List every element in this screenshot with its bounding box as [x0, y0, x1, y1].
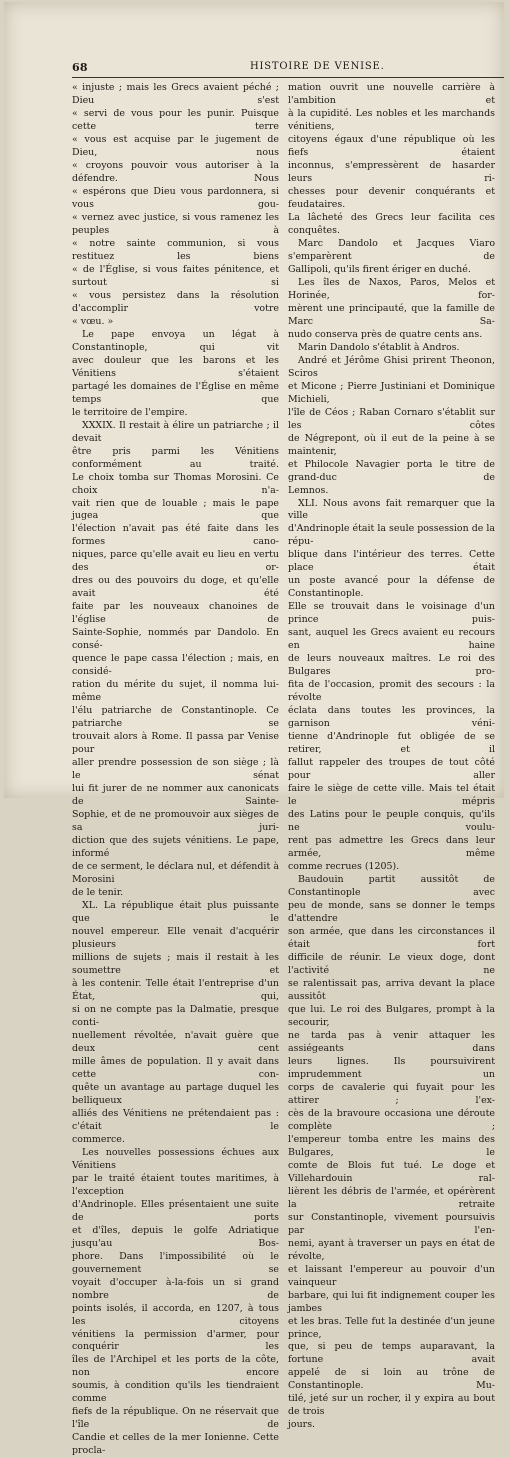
text-line: de leurs nouveaux maîtres. Le roi des Bulgares pro-: [288, 653, 495, 678]
text-line: diction que des sujets vénitiens. Le pape, informé: [72, 835, 279, 860]
text-line: et les bras. Telle fut la destinée d'un jeune prince,: [288, 1315, 495, 1340]
text-line: sant, auquel les Grecs avaient eu recours en haine: [288, 627, 495, 652]
text-line: Gallipoli, qu'ils firent ériger en duché.: [288, 263, 471, 275]
text-line: barbare, qui lui fit indignement couper les jambes: [288, 1289, 495, 1314]
text-line: tienne d'Andrinople fut obligée de se retirer, et il: [288, 731, 495, 756]
text-line: mèrent une principauté, que la famille de Marc Sa-: [288, 302, 495, 327]
text-line: et d'îles, depuis le golfe Adriatique jusqu'au Bos-: [72, 1224, 279, 1249]
text-line: Sainte-Sophie, nommés par Dandolo. En consé-: [72, 627, 279, 652]
text-line: et Micone ; Pierre Justiniani et Dominique Michieli,: [288, 380, 495, 405]
text-line: fallut rappeler des troupes de tout côté pour aller: [288, 757, 495, 782]
text-line: son armée, que dans les circonstances il était fort: [288, 925, 495, 950]
text-line: trouvait alors à Rome. Il passa par Venise pour: [72, 731, 279, 756]
text-line: XXXIX. Il restait à élire un patriarche ; il devait: [72, 419, 279, 444]
text-line: comme recrues (1205).: [288, 861, 400, 873]
text-line: fita de l'occasion, promit des secours : la révolte: [288, 679, 495, 704]
text-line: « de l'Église, si vous faites pénitence, et surtout si: [72, 263, 279, 288]
text-line: rent pas admettre les Grecs dans leur armée, même: [288, 835, 495, 860]
text-line: l'élu patriarche de Constantinople. Ce patriarche se: [72, 705, 279, 730]
text-line: que, si peu de temps auparavant, la fortune avait: [288, 1341, 495, 1366]
text-line: points isolés, il accorda, en 1207, à tous les citoyens: [72, 1302, 279, 1327]
text-line: lui fit jurer de ne nommer aux canonicats de Sainte-: [72, 783, 279, 808]
text-line: par le traité étaient toutes maritimes, à l'exception: [72, 1172, 279, 1197]
text-line: l'élection n'avait pas été faite dans les formes cano-: [72, 523, 279, 548]
text-line: soumis, à condition qu'ils les tiendraient comme: [72, 1380, 279, 1405]
text-line: Sophie, et de ne promouvoir aux sièges de sa juri-: [72, 809, 279, 834]
text-line: jours.: [288, 1419, 316, 1431]
text-line: « espérons que Dieu vous pardonnera, si vous gou-: [72, 185, 279, 210]
text-line: XLI. Nous avons fait remarquer que la ville: [288, 497, 495, 522]
text-line: Candie et celles de la mer Ionienne. Cette procla-: [72, 1432, 279, 1457]
text-line: quête un avantage au partage duquel les belliqueux: [72, 1081, 279, 1106]
text-line: citoyens égaux d'une république où les fiefs étaient: [288, 133, 495, 158]
text-line: quence le pape cassa l'élection ; mais, en considé-: [72, 653, 279, 678]
text-line: alliés des Vénitiens ne prétendaient pas : c'était le: [72, 1107, 279, 1132]
text-line: cès de la bravoure occasiona une déroute complète ;: [288, 1107, 495, 1132]
text-line: tilé, jeté sur un rocher, il y expira au bout de trois: [288, 1393, 495, 1418]
text-line: « croyons pouvoir vous autoriser à la défendre. Nous: [72, 159, 279, 184]
text-line: commerce.: [72, 1133, 125, 1145]
text-line: faite par les nouveaux chanoines de l'église de: [72, 601, 279, 626]
header-rule: [72, 77, 504, 78]
text-line: peu de monde, sans se donner le temps d'attendre: [288, 900, 495, 924]
text-line: de ce serment, le déclara nul, et défendit à Morosini: [72, 861, 279, 886]
text-line: mation ouvrit une nouvelle carrière à l'ambition et: [288, 82, 495, 106]
text-line: « vous persistez dans la résolution d'accomplir votre: [72, 289, 279, 314]
text-line: vait rien que de louable ; mais le pape jugea que: [72, 497, 279, 522]
text-line: que lui. Le roi des Bulgares, prompt à la secourir,: [288, 1003, 495, 1028]
text-line: Marc Dandolo et Jacques Viaro s'emparèrent de: [288, 237, 495, 262]
text-line: chesses pour devenir conquérants et feudataires.: [288, 185, 495, 210]
left-column: [72, 82, 279, 1458]
text-line: corps de cavalerie qui fuyait pour les attirer ; l'ex-: [288, 1081, 495, 1106]
page-number: 68: [72, 61, 88, 74]
text-line: nudo conserva près de quatre cents ans.: [288, 328, 483, 340]
text-line: sur Constantinople, vivement poursuivis par l'en-: [288, 1211, 495, 1236]
text-line: Marin Dandolo s'établit à Andros.: [298, 341, 460, 353]
text-line: La lâcheté des Grecs leur facilita ces conquêtes.: [288, 211, 495, 236]
text-line: nouvel empereur. Elle venait d'acquérir plusieurs: [72, 925, 279, 950]
text-line: niques, parce qu'elle avait eu lieu en vertu des or-: [72, 549, 279, 574]
text-line: l'empereur tomba entre les mains des Bulgares, le: [288, 1133, 495, 1158]
text-line: à les contenir. Telle était l'entreprise d'un État, qui,: [72, 977, 279, 1002]
text-line: fiefs de la république. On ne réservait que l'île de: [72, 1406, 279, 1431]
text-line: de le tenir.: [72, 887, 124, 899]
text-line: Le pape envoya un légat à Constantinople, qui vit: [72, 328, 279, 353]
text-line: éclata dans toutes les provinces, la garnison véni-: [288, 705, 495, 730]
text-line: à la cupidité. Les nobles et les marchands vénitiens,: [288, 107, 495, 132]
text-line: Elle se trouvait dans le voisinage d'un prince puis-: [288, 601, 495, 626]
text-line: Baudouin partit aussitôt de Constantinople avec: [288, 874, 495, 899]
text-line: et Philocole Navagier porta le titre de grand-duc de: [288, 458, 495, 483]
page: [4, 2, 504, 1457]
text-line: se ralentissait pas, arriva devant la place aussitôt: [288, 977, 495, 1002]
text-line: « vœu. »: [72, 315, 114, 327]
text-line: Le choix tomba sur Thomas Morosini. Ce choix n'a-: [72, 471, 279, 496]
text-line: XL. La république était plus puissante que le: [72, 900, 279, 924]
text-line: difficile de réunir. Le vieux doge, dont l'activité ne: [288, 951, 495, 976]
text-line: comte de Blois fut tué. Le doge et Villehardouin ral-: [288, 1159, 495, 1184]
text-line: un poste avancé pour la défense de Constantinople.: [288, 575, 495, 600]
text-line: vénitiens la permission d'armer, pour conquérir les: [72, 1328, 279, 1353]
text-line: appelé de si loin au trône de Constantinople. Mu-: [288, 1367, 495, 1392]
text-line: être pris parmi les Vénitiens conformément au traité.: [72, 445, 279, 470]
right-column: [288, 82, 495, 1432]
running-title: HISTOIRE DE VENISE.: [250, 61, 385, 72]
text-line: d'Andrinople était la seule possession de la répu-: [288, 523, 495, 548]
text-line: l'île de Céos ; Raban Cornaro s'établit sur les côtes: [288, 406, 495, 431]
text-line: blique dans l'intérieur des terres. Cette place était: [288, 549, 495, 574]
text-line: et laissant l'empereur au pouvoir d'un vainqueur: [288, 1263, 495, 1288]
text-line: mille âmes de population. Il y avait dans cette con-: [72, 1055, 279, 1080]
text-line: « vernez avec justice, si vous ramenez les peuples à: [72, 211, 279, 236]
text-line: « vous est acquise par le jugement de Dieu, nous: [72, 133, 279, 158]
text-line: Les nouvelles possessions échues aux Vénitiens: [72, 1146, 279, 1171]
text-line: lièrent les débris de l'armée, et opérèrent la retraite: [288, 1185, 495, 1210]
text-line: phore. Dans l'impossibilité où le gouvernement se: [72, 1250, 279, 1275]
text-line: André et Jérôme Ghisi prirent Theonon, Sciros: [288, 354, 495, 379]
text-line: d'Andrinople. Elles présentaient une suite de ports: [72, 1198, 279, 1223]
text-line: Lemnos.: [288, 484, 329, 496]
text-line: de Négrepont, où il eut de la peine à se maintenir,: [288, 432, 495, 457]
text-line: ration du mérite du sujet, il nomma lui-même: [72, 679, 279, 704]
text-line: aller prendre possession de son siège ; là le sénat: [72, 757, 279, 782]
text-line: des Latins pour le peuple conquis, qu'ils ne voulu-: [288, 809, 495, 834]
text-line: avec douleur que les barons et les Vénitiens s'étaient: [72, 354, 279, 379]
text-line: nuellement révoltée, n'avait guère que deux cent: [72, 1029, 279, 1054]
text-line: partagé les domaines de l'Église en même temps que: [72, 380, 279, 405]
text-line: Les îles de Naxos, Paros, Melos et Horinée, for-: [288, 276, 495, 301]
text-line: « servi de vous pour les punir. Puisque cette terre: [72, 107, 279, 132]
text-line: nemi, ayant à traverser un pays en état de révolte,: [288, 1237, 495, 1262]
text-line: voyait d'occuper à-la-fois un si grand nombre de: [72, 1276, 279, 1301]
text-line: leurs lignes. Ils poursuivirent imprudemment un: [288, 1055, 495, 1080]
text-line: faire le siège de cette ville. Mais tel était le mépris: [288, 783, 495, 808]
text-line: « notre sainte communion, si vous restituez les biens: [72, 237, 279, 262]
text-line: ne tarda pas à venir attaquer les assiégeants dans: [288, 1029, 495, 1054]
text-line: dres ou des pouvoirs du doge, et qu'elle avait été: [72, 575, 279, 600]
text-line: millions de sujets ; mais il restait à les soumettre et: [72, 951, 279, 976]
text-line: si on ne compte pas la Dalmatie, presque conti-: [72, 1003, 279, 1028]
text-line: îles de l'Archipel et les ports de la côte, non encore: [72, 1354, 279, 1379]
text-line: inconnus, s'empressèrent de hasarder leurs ri-: [288, 159, 495, 184]
text-line: « injuste ; mais les Grecs avaient péché ; Dieu s'est: [72, 82, 279, 106]
text-line: le territoire de l'empire.: [72, 406, 188, 418]
